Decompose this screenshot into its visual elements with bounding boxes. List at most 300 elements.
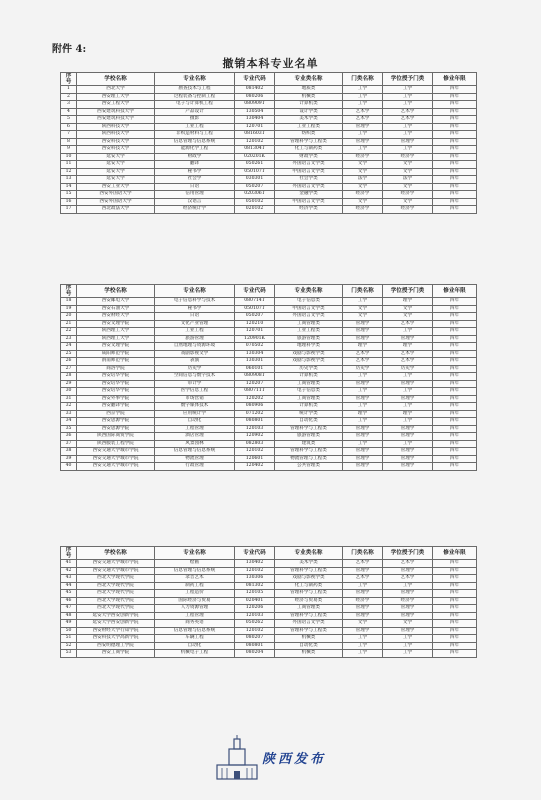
column-header-code: 专业代码 — [235, 285, 275, 298]
cell-school: 西安科技大学 — [77, 138, 155, 146]
cell-major: 电子与计算机工程 — [155, 101, 235, 109]
cell-index: 1 — [61, 86, 77, 94]
cell-major: 表演 — [155, 358, 235, 366]
table-row — [61, 582, 477, 590]
cell-school: 西安石油大学 — [77, 305, 155, 313]
cell-school: 西北大学 — [77, 86, 155, 94]
column-header-major: 专业名称 — [155, 547, 235, 560]
cell-major: 电子信息科学与技术 — [155, 298, 235, 306]
column-header-school: 学校名称 — [77, 547, 155, 560]
cell-major-category: 美术学类 — [275, 560, 343, 568]
cell-major: 车辆工程 — [155, 635, 235, 643]
cell-school: 西安思源学院 — [77, 425, 155, 433]
column-header-code: 专业代码 — [235, 547, 275, 560]
cell-school: 西安培华学院 — [77, 373, 155, 381]
cell-code: 080204 — [235, 650, 275, 658]
cell-major: 勘查技术与工程 — [155, 86, 235, 94]
column-header-code: 专业代码 — [235, 73, 275, 86]
table-row — [61, 575, 477, 583]
cell-duration: 四年 — [433, 358, 477, 366]
table-row — [61, 328, 477, 336]
cell-code: 130404 — [235, 116, 275, 124]
cell-code: 020401 — [235, 597, 275, 605]
cell-index: 53 — [61, 650, 77, 658]
cell-code: 071202 — [235, 410, 275, 418]
cell-code: 130504 — [235, 108, 275, 116]
table-row — [61, 597, 477, 605]
cell-index: 8 — [61, 138, 77, 146]
cell-degree-discipline: 工学 — [383, 146, 433, 154]
cell-degree-discipline: 工学 — [383, 650, 433, 658]
cell-major: 数字媒体技术 — [155, 403, 235, 411]
table-row — [61, 440, 477, 448]
cell-index: 19 — [61, 305, 77, 313]
column-header-school: 学校名称 — [77, 73, 155, 86]
cell-major-category: 自动化类 — [275, 642, 343, 650]
cell-discipline: 工学 — [343, 101, 383, 109]
cell-index: 26 — [61, 358, 77, 366]
cell-degree-discipline: 文学 — [383, 620, 433, 628]
cell-degree-discipline: 工学 — [383, 86, 433, 94]
cell-code: 080801 — [235, 418, 275, 426]
cell-degree-discipline: 法学 — [383, 176, 433, 184]
cell-major-category: 工业工程类 — [275, 328, 343, 336]
cell-major: 工程管理 — [155, 425, 235, 433]
cell-degree-discipline: 文学 — [383, 198, 433, 206]
brand-logo-text: 陕西发布 — [262, 752, 327, 767]
cell-school: 西安翻译学院 — [77, 403, 155, 411]
cell-discipline: 文学 — [343, 305, 383, 313]
table-header-row — [61, 73, 477, 86]
cell-degree-discipline: 理学 — [383, 410, 433, 418]
cell-duration: 四年 — [433, 305, 477, 313]
cell-code: 081304T — [235, 146, 275, 154]
table-row — [61, 410, 477, 418]
column-header-index: 序 号 — [61, 285, 77, 298]
cell-major: 医学信息工程 — [155, 388, 235, 396]
column-header-duration: 修业年限 — [433, 547, 477, 560]
cell-major: 非织造材料与工程 — [155, 131, 235, 139]
cell-major: 信息管理与信息系统 — [155, 627, 235, 635]
cell-index: 6 — [61, 123, 77, 131]
cell-duration: 四年 — [433, 176, 477, 184]
cell-index: 29 — [61, 380, 77, 388]
cell-degree-discipline: 管理学 — [383, 612, 433, 620]
column-header-major: 专业名称 — [155, 285, 235, 298]
cell-index: 16 — [61, 198, 77, 206]
cell-major: 秘书学 — [155, 305, 235, 313]
table-row — [61, 373, 477, 381]
cell-major-category: 公共管理类 — [275, 463, 343, 471]
cell-major-category: 工业工程类 — [275, 123, 343, 131]
cell-discipline: 管理学 — [343, 123, 383, 131]
cell-degree-discipline: 管理学 — [383, 590, 433, 598]
cell-index: 45 — [61, 590, 77, 598]
cell-major: 日语 — [155, 313, 235, 321]
cell-discipline: 艺术学 — [343, 560, 383, 568]
cell-discipline: 工学 — [343, 298, 383, 306]
cell-discipline: 管理学 — [343, 455, 383, 463]
cell-duration: 四年 — [433, 642, 477, 650]
cell-major-category: 金融学类 — [275, 191, 343, 199]
table-row — [61, 448, 477, 456]
cell-duration: 四年 — [433, 183, 477, 191]
cell-code: 080908T — [235, 373, 275, 381]
cell-discipline: 管理学 — [343, 590, 383, 598]
cell-degree-discipline: 管理学 — [383, 448, 433, 456]
cell-degree-discipline: 管理学 — [383, 425, 433, 433]
cell-degree-discipline: 工学 — [383, 582, 433, 590]
cell-degree-discipline: 管理学 — [383, 463, 433, 471]
cell-index: 2 — [61, 93, 77, 101]
cell-discipline: 管理学 — [343, 433, 383, 441]
cell-index: 9 — [61, 146, 77, 154]
cell-index: 35 — [61, 425, 77, 433]
cell-duration: 四年 — [433, 612, 477, 620]
cell-code: 050262 — [235, 620, 275, 628]
cell-discipline: 工学 — [343, 403, 383, 411]
cell-degree-discipline: 工学 — [383, 388, 433, 396]
cell-code: 120206 — [235, 605, 275, 613]
column-header-index: 序 号 — [61, 547, 77, 560]
cell-duration: 四年 — [433, 191, 477, 199]
revoked-majors-table-3 — [60, 546, 477, 658]
cell-index: 17 — [61, 206, 77, 214]
cell-degree-discipline: 工学 — [383, 418, 433, 426]
cell-degree-discipline: 文学 — [383, 313, 433, 321]
cell-code: 130306 — [235, 575, 275, 583]
cell-index: 20 — [61, 313, 77, 321]
cell-school: 西北政法大学 — [77, 206, 155, 214]
cell-index: 27 — [61, 365, 77, 373]
cell-major: 汉语言 — [155, 198, 235, 206]
table-row — [61, 86, 477, 94]
cell-code: 130301 — [235, 358, 275, 366]
table-row — [61, 183, 477, 191]
cell-degree-discipline: 管理学 — [383, 627, 433, 635]
cell-code: 120601 — [235, 455, 275, 463]
cell-major: 信息管理与信息系统 — [155, 448, 235, 456]
table-row — [61, 403, 477, 411]
column-header-discipline: 门类名称 — [343, 73, 383, 86]
cell-code: 020306T — [235, 191, 275, 199]
cell-school: 陕西国际商贸学院 — [77, 433, 155, 441]
cell-index: 23 — [61, 335, 77, 343]
cell-code: 060101 — [235, 365, 275, 373]
table-header-row — [61, 547, 477, 560]
table-row — [61, 365, 477, 373]
cell-major-category: 化工与制药类 — [275, 146, 343, 154]
cell-school: 西北大学现代学院 — [77, 597, 155, 605]
cell-major-category: 外国语言文学类 — [275, 183, 343, 191]
cell-school: 延安大学 — [77, 176, 155, 184]
cell-code: 120103 — [235, 612, 275, 620]
cell-major-category: 经济与贸易类 — [275, 597, 343, 605]
cell-major-category: 中国语言文学类 — [275, 198, 343, 206]
cell-degree-discipline: 管理学 — [383, 605, 433, 613]
cell-code: 120102 — [235, 138, 275, 146]
cell-duration: 四年 — [433, 86, 477, 94]
table-row — [61, 93, 477, 101]
cell-major: 审计学 — [155, 380, 235, 388]
cell-code: 120901K — [235, 335, 275, 343]
cell-major-category: 旅游管理类 — [275, 335, 343, 343]
cell-code: 070502 — [235, 343, 275, 351]
table-row — [61, 380, 477, 388]
cell-code: 030301 — [235, 176, 275, 184]
table-row — [61, 627, 477, 635]
cell-major: 风景园林 — [155, 440, 235, 448]
table-row — [61, 161, 477, 169]
cell-index: 43 — [61, 575, 77, 583]
cell-duration: 四年 — [433, 388, 477, 396]
cell-discipline: 理学 — [343, 410, 383, 418]
cell-discipline: 工学 — [343, 373, 383, 381]
cell-discipline: 文学 — [343, 313, 383, 321]
cell-school: 陕西服装工程学院 — [77, 440, 155, 448]
cell-major-category: 设计学类 — [275, 108, 343, 116]
cell-index: 34 — [61, 418, 77, 426]
cell-major: 工程造价 — [155, 590, 235, 598]
cell-duration: 四年 — [433, 343, 477, 351]
table-row — [61, 455, 477, 463]
building-emblem-icon — [215, 735, 259, 781]
cell-major: 经济统计学 — [155, 206, 235, 214]
column-header-duration: 修业年限 — [433, 73, 477, 86]
cell-duration: 四年 — [433, 605, 477, 613]
cell-major: 财政学 — [155, 153, 235, 161]
cell-discipline: 工学 — [343, 146, 383, 154]
cell-code: 130402 — [235, 560, 275, 568]
table-row — [61, 560, 477, 568]
table-row — [61, 305, 477, 313]
cell-degree-discipline: 理学 — [383, 298, 433, 306]
cell-major-category: 管理科学与工程类 — [275, 612, 343, 620]
cell-index: 37 — [61, 440, 77, 448]
cell-degree-discipline: 经济学 — [383, 153, 433, 161]
cell-degree-discipline: 工学 — [383, 635, 433, 643]
cell-degree-discipline: 工学 — [383, 123, 433, 131]
cell-major: 社会学 — [155, 176, 235, 184]
cell-discipline: 工学 — [343, 131, 383, 139]
cell-discipline: 艺术学 — [343, 575, 383, 583]
cell-school: 延安大学西安创新学院 — [77, 612, 155, 620]
cell-duration: 四年 — [433, 198, 477, 206]
cell-major-category: 经济学类 — [275, 206, 343, 214]
table-row — [61, 123, 477, 131]
cell-index: 51 — [61, 635, 77, 643]
table-row — [61, 350, 477, 358]
cell-degree-discipline: 工学 — [383, 642, 433, 650]
cell-index: 3 — [61, 101, 77, 109]
cell-code: 020102 — [235, 206, 275, 214]
cell-discipline: 管理学 — [343, 138, 383, 146]
cell-index: 32 — [61, 403, 77, 411]
cell-index: 24 — [61, 343, 77, 351]
cell-major: 旅游管理 — [155, 335, 235, 343]
cell-discipline: 文学 — [343, 620, 383, 628]
cell-degree-discipline: 文学 — [383, 183, 433, 191]
cell-duration: 四年 — [433, 590, 477, 598]
table-row — [61, 101, 477, 109]
cell-code: 050107T — [235, 305, 275, 313]
column-header-major-category: 专业类名称 — [275, 547, 343, 560]
cell-school: 西北大学现代学院 — [77, 590, 155, 598]
table-row — [61, 590, 477, 598]
cell-degree-discipline: 工学 — [383, 440, 433, 448]
cell-duration: 四年 — [433, 575, 477, 583]
cell-discipline: 管理学 — [343, 328, 383, 336]
cell-school: 西安交通大学城市学院 — [77, 455, 155, 463]
column-header-major-category: 专业类名称 — [275, 285, 343, 298]
cell-index: 28 — [61, 373, 77, 381]
table-row — [61, 313, 477, 321]
cell-code: 120202 — [235, 395, 275, 403]
cell-major: 能源化学工程 — [155, 146, 235, 154]
cell-major: 工业工程 — [155, 328, 235, 336]
cell-major: 机械电子工程 — [155, 650, 235, 658]
cell-index: 7 — [61, 131, 77, 139]
cell-major: 人力资源管理 — [155, 605, 235, 613]
cell-school: 延安大学 — [77, 153, 155, 161]
table-row — [61, 635, 477, 643]
cell-discipline: 历史学 — [343, 365, 383, 373]
cell-index: 15 — [61, 191, 77, 199]
table-row — [61, 612, 477, 620]
cell-duration: 四年 — [433, 380, 477, 388]
cell-discipline: 管理学 — [343, 612, 383, 620]
cell-school: 西安工业大学 — [77, 183, 155, 191]
cell-discipline: 法学 — [343, 176, 383, 184]
cell-school: 西安财经大学 — [77, 313, 155, 321]
cell-school: 西安明德理工学院 — [77, 642, 155, 650]
cell-duration: 四年 — [433, 206, 477, 214]
cell-major: 信息管理与信息系统 — [155, 567, 235, 575]
cell-duration: 四年 — [433, 320, 477, 328]
cell-discipline: 工学 — [343, 418, 383, 426]
cell-duration: 四年 — [433, 560, 477, 568]
cell-degree-discipline: 工学 — [383, 131, 433, 139]
cell-major: 信息管理与信息系统 — [155, 138, 235, 146]
table-row — [61, 131, 477, 139]
cell-discipline: 管理学 — [343, 567, 383, 575]
cell-degree-discipline: 艺术学 — [383, 560, 433, 568]
table-row — [61, 650, 477, 658]
cell-discipline: 经济学 — [343, 153, 383, 161]
table-row — [61, 335, 477, 343]
cell-major: 行政管理 — [155, 463, 235, 471]
revoked-majors-table-2 — [60, 284, 477, 471]
cell-code: 081603T — [235, 131, 275, 139]
cell-index: 41 — [61, 560, 77, 568]
column-header-major-category: 专业类名称 — [275, 73, 343, 86]
cell-index: 33 — [61, 410, 77, 418]
cell-code: 080711T — [235, 388, 275, 396]
cell-duration: 四年 — [433, 463, 477, 471]
cell-major-category: 社会学类 — [275, 176, 343, 184]
table-row — [61, 388, 477, 396]
cell-major-category: 管理科学与工程类 — [275, 590, 343, 598]
column-header-degree-discipline: 学位授予门类 — [383, 73, 433, 86]
cell-index: 31 — [61, 395, 77, 403]
cell-school: 西北大学现代学院 — [77, 575, 155, 583]
cell-duration: 四年 — [433, 116, 477, 124]
cell-school: 咸阳师范学院 — [77, 350, 155, 358]
cell-major-category: 物流管理与工程类 — [275, 455, 343, 463]
cell-index: 38 — [61, 448, 77, 456]
cell-index: 10 — [61, 153, 77, 161]
cell-code: 081402 — [235, 86, 275, 94]
cell-index: 12 — [61, 168, 77, 176]
cell-discipline: 文学 — [343, 161, 383, 169]
cell-major-category: 戏剧与影视学类 — [275, 358, 343, 366]
cell-degree-discipline: 管理学 — [383, 335, 433, 343]
cell-index: 5 — [61, 116, 77, 124]
cell-discipline: 文学 — [343, 198, 383, 206]
cell-code: 120902 — [235, 433, 275, 441]
cell-school: 陕西科技大学 — [77, 131, 155, 139]
cell-school: 西安外国语大学 — [77, 198, 155, 206]
cell-degree-discipline: 管理学 — [383, 455, 433, 463]
cell-discipline: 艺术学 — [343, 350, 383, 358]
cell-code: 120402 — [235, 463, 275, 471]
cell-major-category: 管理科学与工程类 — [275, 567, 343, 575]
cell-index: 42 — [61, 567, 77, 575]
cell-degree-discipline: 工学 — [383, 328, 433, 336]
cell-major-category: 化工与制药类 — [275, 582, 343, 590]
cell-school: 西安邮电大学 — [77, 298, 155, 306]
cell-discipline: 管理学 — [343, 380, 383, 388]
cell-code: 120701 — [235, 123, 275, 131]
cell-school: 西安交通大学城市学院 — [77, 448, 155, 456]
cell-code: 082803 — [235, 440, 275, 448]
cell-major-category: 计算机类 — [275, 403, 343, 411]
cell-major-category: 计算机类 — [275, 101, 343, 109]
column-header-discipline: 门类名称 — [343, 547, 383, 560]
cell-major: 物流管理 — [155, 455, 235, 463]
cell-discipline: 管理学 — [343, 605, 383, 613]
table-row — [61, 418, 477, 426]
cell-index: 25 — [61, 350, 77, 358]
cell-discipline: 工学 — [343, 582, 383, 590]
cell-major-category: 管理科学与工程类 — [275, 448, 343, 456]
column-header-school: 学校名称 — [77, 285, 155, 298]
cell-major-category: 机械类 — [275, 635, 343, 643]
cell-discipline: 经济学 — [343, 191, 383, 199]
cell-duration: 四年 — [433, 131, 477, 139]
cell-school: 陕西科技大学 — [77, 123, 155, 131]
cell-school: 延安大学 — [77, 161, 155, 169]
cell-index: 18 — [61, 298, 77, 306]
cell-degree-discipline: 管理学 — [383, 567, 433, 575]
cell-school: 西安建筑科技大学 — [77, 108, 155, 116]
cell-major-category: 美术学类 — [275, 116, 343, 124]
cell-degree-discipline: 艺术学 — [383, 358, 433, 366]
table-row — [61, 153, 477, 161]
cell-discipline: 工学 — [343, 440, 383, 448]
cell-discipline: 艺术学 — [343, 116, 383, 124]
cell-duration: 四年 — [433, 440, 477, 448]
column-header-index: 序 号 — [61, 73, 77, 86]
cell-degree-discipline: 艺术学 — [383, 350, 433, 358]
cell-degree-discipline: 经济学 — [383, 597, 433, 605]
cell-code: 080801 — [235, 642, 275, 650]
cell-degree-discipline: 历史学 — [383, 365, 433, 373]
cell-duration: 四年 — [433, 627, 477, 635]
table-row — [61, 168, 477, 176]
cell-degree-discipline: 艺术学 — [383, 320, 433, 328]
column-header-degree-discipline: 学位授予门类 — [383, 547, 433, 560]
